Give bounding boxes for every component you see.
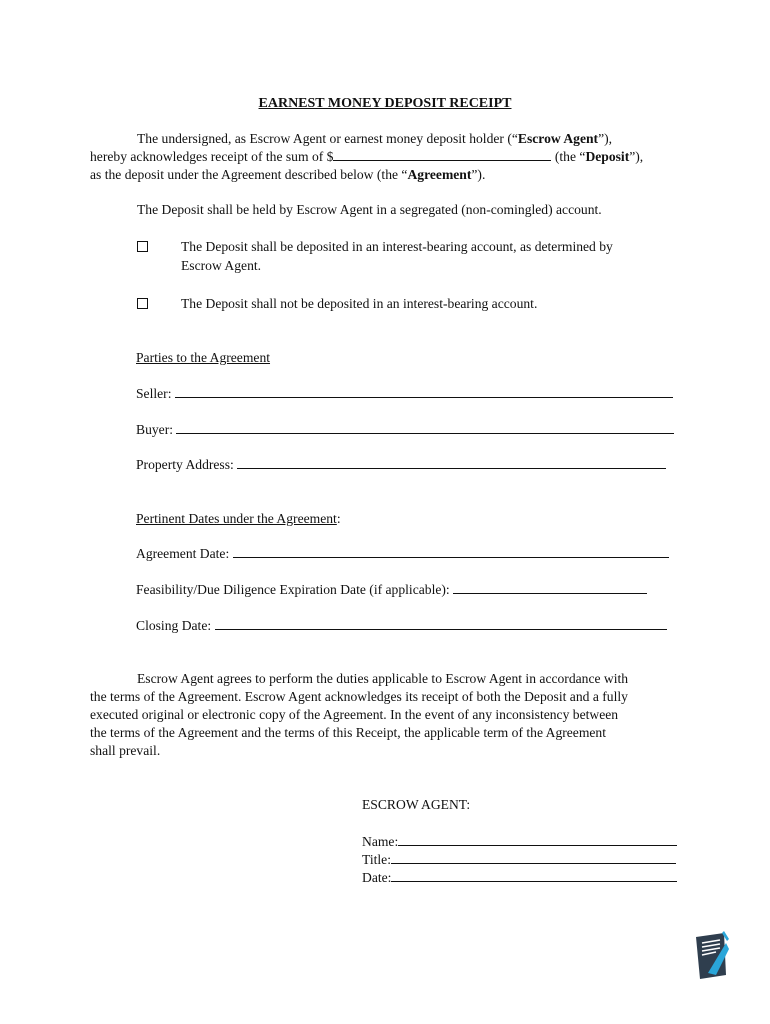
intro-line-2: hereby acknowledges receipt of the sum of $ (the “Deposit”), <box>90 149 644 164</box>
closing-paragraph-line-2: the terms of the Agreement. Escrow Agent acknowledges its receipt of both the Deposit and a fully <box>90 689 628 704</box>
feasibility-date-field[interactable] <box>453 581 647 594</box>
closing-paragraph-line-4: the terms of the Agreement and the terms of this Receipt, the applicable term of the Agreement <box>90 725 607 740</box>
property-address-row <box>136 456 666 474</box>
seller-label: Seller: <box>136 386 172 401</box>
signature-name-label: Name: <box>362 834 399 849</box>
document-title: EARNEST MONEY DEPOSIT RECEIPT <box>258 96 512 111</box>
option-interest-line-2: Escrow Agent. <box>181 258 262 273</box>
option-non-interest-text: The Deposit shall not be deposited in an interest-bearing account. <box>181 296 538 311</box>
intro-line-3: as the deposit under the Agreement described below (the “Agreement”). <box>90 167 486 182</box>
agreement-date-field[interactable] <box>233 545 669 558</box>
property-address-field[interactable] <box>237 456 666 469</box>
deposit-amount-field[interactable] <box>333 148 551 161</box>
option-interest-line-1: The Deposit shall be deposited in an interest-bearing account, as determined by <box>181 239 613 254</box>
signature-date-label: Date: <box>362 870 392 885</box>
closing-paragraph-line-5: shall prevail. <box>90 743 161 758</box>
signature-date-field[interactable] <box>391 868 677 882</box>
agreement-date-label: Agreement Date: <box>136 546 230 561</box>
feasibility-date-row <box>136 581 647 599</box>
signature-date-row <box>362 868 677 887</box>
agreement-term: Agreement <box>407 167 472 182</box>
interest-bearing-checkbox[interactable] <box>137 241 148 252</box>
intro-line-1: The undersigned, as Escrow Agent or earnest money deposit holder (“Escrow Agent”), <box>137 131 613 146</box>
dates-heading: Pertinent Dates under the Agreement: <box>136 511 341 526</box>
agreement-date-row <box>136 545 669 563</box>
buyer-field[interactable] <box>176 421 674 434</box>
signature-title-label: Title: <box>362 852 391 867</box>
non-interest-bearing-checkbox[interactable] <box>137 298 148 309</box>
buyer-label: Buyer: <box>136 422 173 437</box>
escrow-agent-term: Escrow Agent <box>517 131 599 146</box>
feasibility-date-label: Feasibility/Due Diligence Expiration Date (if applicable): <box>136 582 450 597</box>
seller-row <box>136 385 673 403</box>
buyer-row <box>136 421 674 439</box>
closing-paragraph-line-1: Escrow Agent agrees to perform the duties applicable to Escrow Agent in accordance with <box>137 671 629 686</box>
document-logo-icon <box>694 929 730 981</box>
parties-heading: Parties to the Agreement <box>136 350 271 365</box>
closing-date-field[interactable] <box>215 617 667 630</box>
signature-heading: ESCROW AGENT: <box>362 797 471 812</box>
signature-title-field[interactable] <box>391 850 676 864</box>
signature-name-row <box>362 832 677 851</box>
segregated-account-text: The Deposit shall be held by Escrow Agent in a segregated (non-comingled) account. <box>137 202 602 217</box>
property-address-label: Property Address: <box>136 457 234 472</box>
closing-date-label: Closing Date: <box>136 618 212 633</box>
seller-field[interactable] <box>175 385 673 398</box>
signature-title-row <box>362 850 676 869</box>
signature-name-field[interactable] <box>398 832 677 846</box>
closing-date-row <box>136 617 667 635</box>
closing-paragraph-line-3: executed original or electronic copy of the Agreement. In the event of any inconsistency between <box>90 707 619 722</box>
deposit-term: Deposit <box>585 149 630 164</box>
